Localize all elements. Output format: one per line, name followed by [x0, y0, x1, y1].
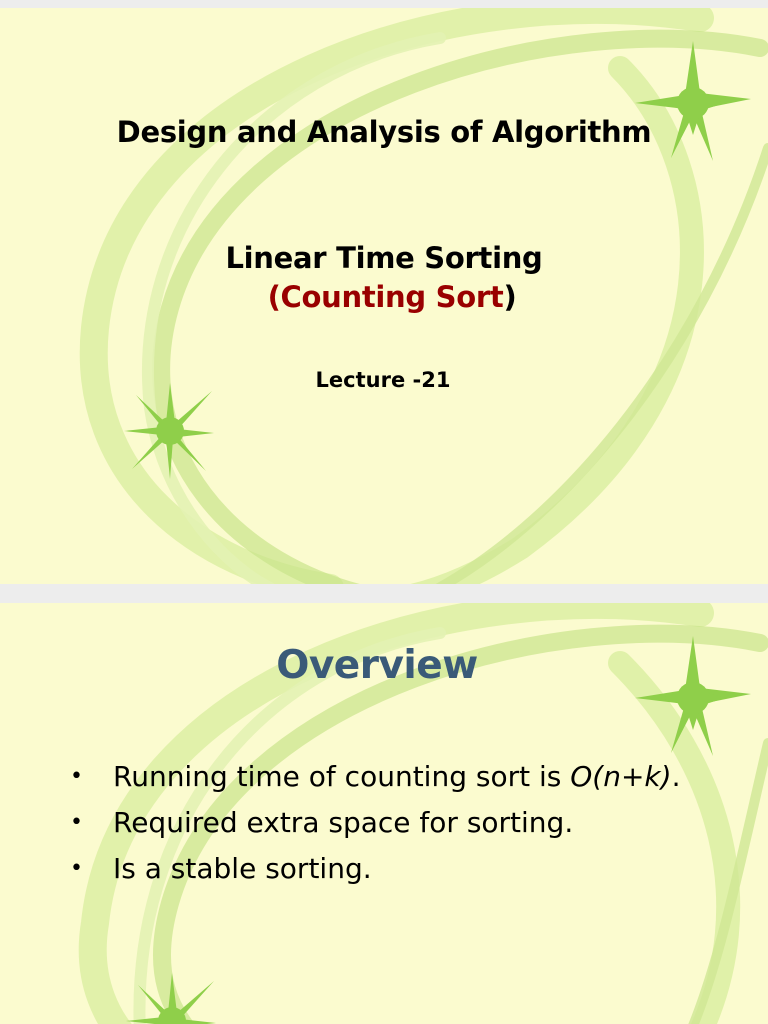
- list-item: [64, 803, 680, 849]
- title-slide: [0, 8, 768, 584]
- lecture-number: Lecture -21: [315, 368, 451, 392]
- complexity-notation: O(n+k): [570, 760, 672, 793]
- bullet-period: .: [671, 760, 681, 793]
- bullet-marker: •: [70, 810, 83, 835]
- slide-title: Design and Analysis of Algorithm: [116, 115, 652, 149]
- slide-subtitle-topic: [0, 280, 768, 314]
- topic-label: Counting Sort: [280, 280, 504, 314]
- bullet-text: Is a stable sorting.: [113, 852, 372, 885]
- slide-title: Overview: [276, 643, 478, 688]
- paren-open: (: [267, 280, 281, 314]
- list-item: [64, 757, 680, 803]
- paren-close: ): [503, 280, 517, 314]
- bullet-text: Required extra space for sorting.: [113, 806, 574, 839]
- bullet-marker: •: [70, 856, 83, 881]
- slide-subtitle: Linear Time Sorting: [225, 241, 543, 275]
- bullet-text: Running time of counting sort is: [113, 760, 571, 793]
- bullet-marker: •: [70, 764, 83, 789]
- list-item: [64, 849, 680, 895]
- bullet-list: [64, 757, 680, 895]
